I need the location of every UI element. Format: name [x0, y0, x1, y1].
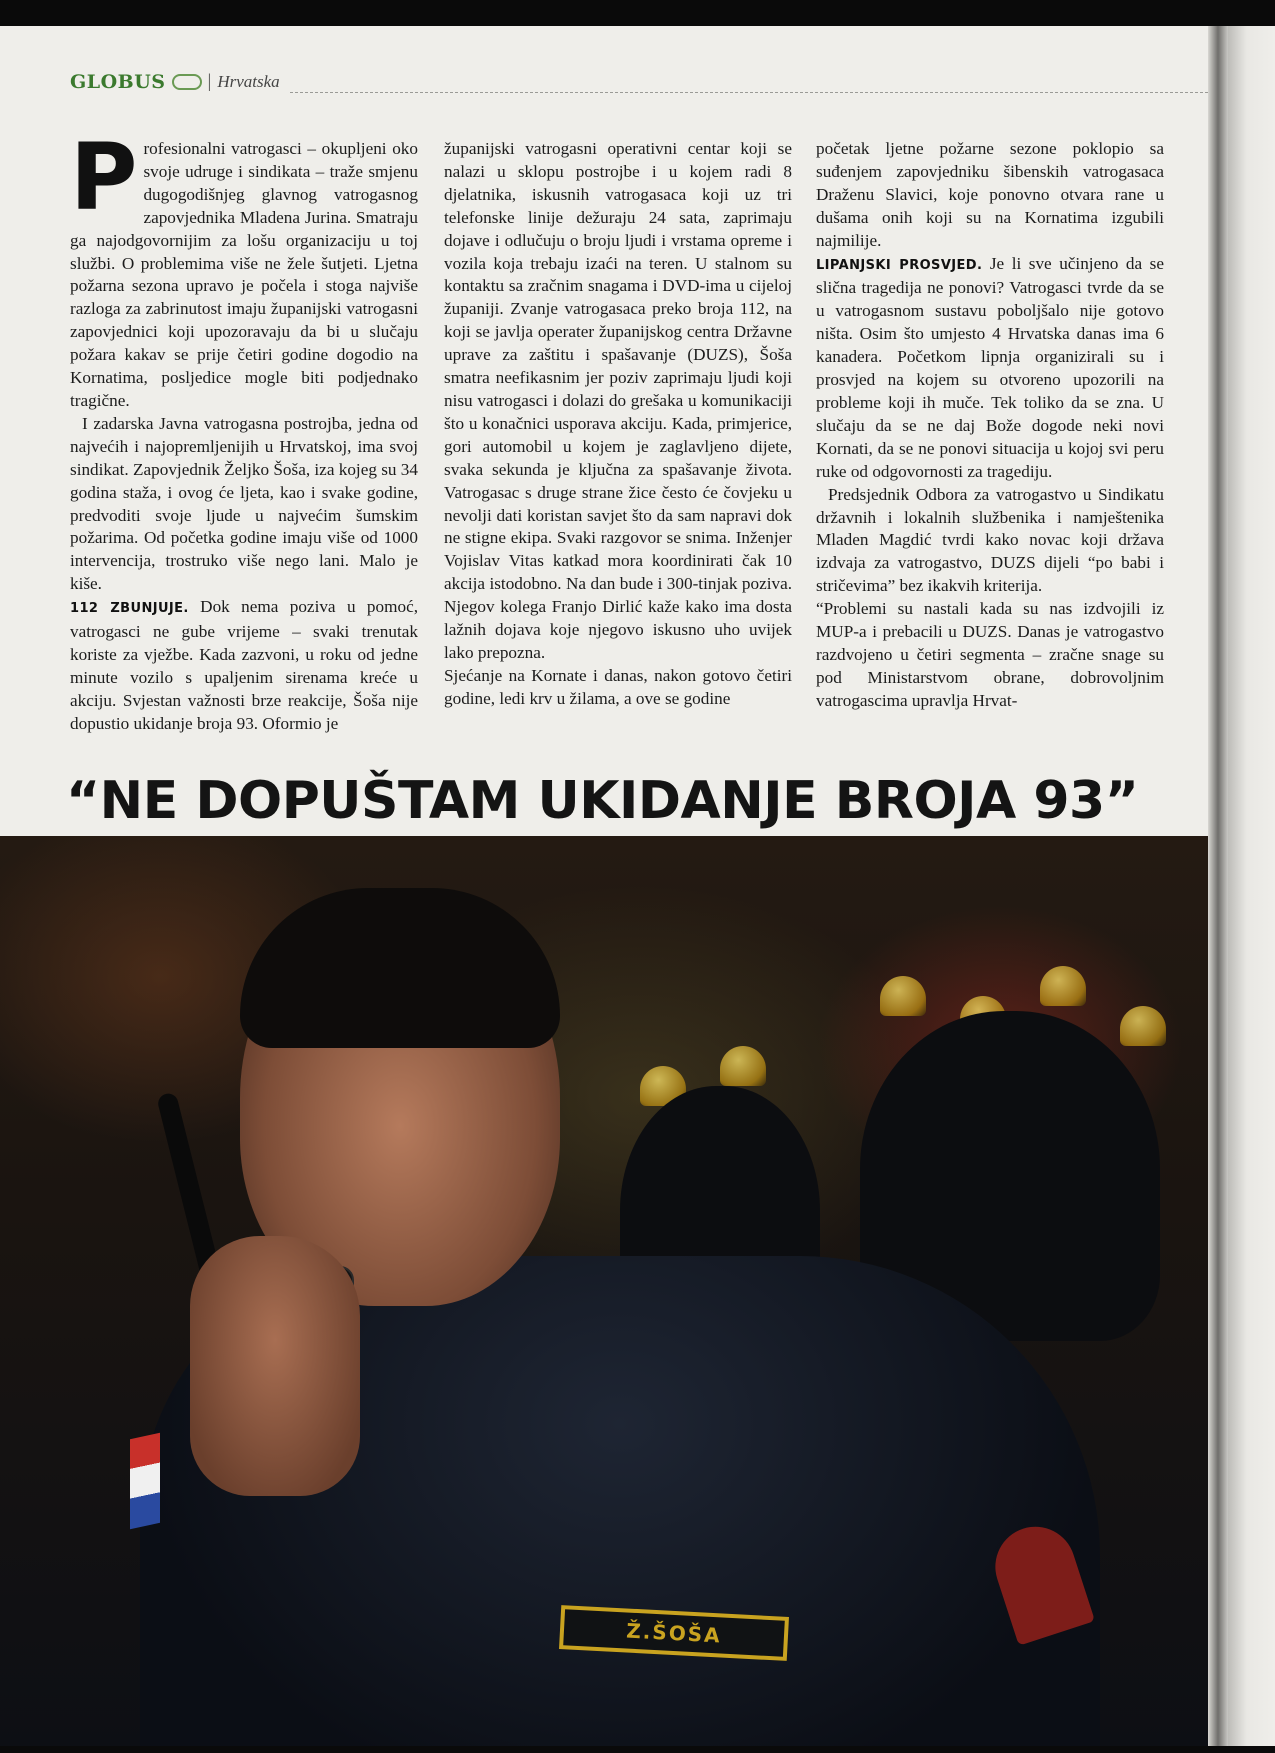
globe-emblem-icon: [172, 74, 202, 90]
paragraph-text: Je li sve učinjeno da se slična tragedija ne ponovi? Vatrogasci tvrde da se u vatrogasnom sustavu poboljšalo nije gotovo ništa. Osim što umjesto 4 Hrvatska danas ima 6 kanadera. Početkom lipnja organizirali su i prosvjed na kojem su otvoreno upozorili na probleme koji ih muče. Tek toliko da se zna. U slučaju da se ne daj Bože dogode neki novi Kornati, da se ne ponovi situacija u kojoj svi peru ruke od odgovornosti za tragediju.: [816, 253, 1164, 481]
headline: “NE DOPUŠTAM UKIDANJE BROJA 93”: [66, 771, 1139, 831]
next-page-edge: [1228, 26, 1275, 1746]
helmet-3: [1040, 966, 1086, 1006]
paragraph: I zadarska Javna vatrogasna postrojba, jedna od najvećih i najopremljenijih u Hrvatskoj, ima svoj sindikat. Zapovjednik Željko Šoša, iza kojeg su 34 godina staža, i ovog će ljeta, kao i svake godine, predvoditi svoje ljude u najvećim šumskim požarima. Od početka godine imaju više od 1000 intervencija, trostruko više nego lani. Malo je kiše.: [70, 413, 418, 594]
paragraph: [70, 124, 418, 413]
text-column-1: [70, 124, 418, 736]
hand: [190, 1236, 360, 1496]
paragraph: [816, 253, 1164, 484]
paragraph-text: Dok nema poziva u pomoć, vatrogasci ne gube vrijeme – svaki trenutak koriste za vježbe. Kada zazvoni, u roku od jedne minute vozilo s upaljenim sirenama kreće u akciju. Svjestan važnosti brze reakcije, Šoša nije dopustio ukidanje broja 93. Oformio je: [70, 597, 418, 733]
flag-patch: [130, 1433, 160, 1529]
name-tag: Ž.ŠOŠA: [559, 1605, 789, 1661]
helmet-1: [880, 976, 926, 1016]
firefighter-photo: [0, 836, 1208, 1746]
paragraph: Sjećanje na Kornate i danas, nakon gotovo četiri godine, ledi krv u žilama, a ove se godine: [444, 665, 792, 708]
helmet-5: [720, 1046, 766, 1086]
drop-cap: P: [70, 124, 138, 231]
paragraph: “Problemi su nastali kada su nas izdvojili iz MUP-a i prebacili u DUZS. Danas je vatrogastvo razdvojeno u četiri segmenta – zračne snage su pod Ministarstvom obrane, dobrovoljnim vatrogascima upravlja Hrvat-: [816, 599, 1164, 710]
subheading: LIPANJSKI PROSVJED.: [816, 257, 983, 273]
magazine-page: [0, 26, 1208, 1746]
header-separator: |: [207, 71, 212, 92]
text-column-3: [816, 138, 1164, 713]
helmet-4: [1120, 1006, 1166, 1046]
subheading: 112 ZBUNJUJE.: [70, 601, 189, 617]
paragraph: [70, 596, 418, 735]
hair: [240, 888, 560, 1048]
paragraph: Predsjednik Odbora za vatrogastvo u Sindikatu državnih i lokalnih službenika i namještenika Mladen Magdić tvrdi kako novac koji država izdvaja za vatrogastvo, DUZS dijeli “po babi i stričevima” bez ikakvih kriterija.: [816, 484, 1164, 596]
paragraph: početak ljetne požarne sezone poklopio sa suđenjem zapovjedniku šibenskih vatrogasaca Draženu Slavici, koje ponovno otvara rane u dušama onih koji su na Kornatima izgubili najmilije.: [816, 139, 1164, 250]
paragraph: županijski vatrogasni operativni centar koji se nalazi u sklopu postrojbe i u kojem radi 8 djelatnika, iskusnih vatrogasaca koji uz tri telefonske linije dežuraju 24 sata, zaprimaju dojave i odlučuju o broju ljudi i vrstama opreme i vozila koja trebaju izaći na teren. U stalnom su kontaktu sa zračnim snagama i DVD-ima u cijeloj županiji. Zvanje vatrogasaca preko broja 112, na koji se javlja operater županijskog centra Državne uprave za zaštitu i spašavanje (DUZS), Šoša smatra neefikasnim jer poziv zaprimaju ljudi koji nisu vatrogasci i dolazi do grešaka u komunikaciji što u konačnici usporava akciju. Kada, primjerice, gori automobil u kojem je zaglavljeno dijete, svaka sekunda je ključna za spašavanje života. Vatrogasac s druge strane žice često će čovjeku u nevolji dati koristan savjet što da sam napravi dok ne stigne ekipa. Svaki razgovor se snima. Inženjer Vojislav Vitas katkad mora koordinirati čak 10 akcija istodobno. Na dan bude i 300-tinjak poziva. Njegov kolega Franjo Dirlić kaže kako ima dosta lažnih dojava koje njegovo iskusno uho uvijek lako prepozna.: [444, 139, 792, 662]
paragraph-text: rofesionalni vatrogasci – okupljeni oko svoje udruge i sindikata – traže smjenu dugogodišnjeg glavnog vatrogasnog zapovjednika Mladena Jurina. Smatraju ga najodgovornijim za lošu organizaciju u toj službi. O problemima više ne žele šutjeti. Ljetna požarna sezona upravo je počela i stoga najviše razloga za zabrinutost imaju županijski vatrogasni zapovjednici koji upozoravaju da bi u slučaju požara kakav se prije četiri godine dogodio na Kornatima, posljedice mogle biti podjednako tragične.: [70, 139, 418, 410]
text-column-2: [444, 138, 792, 711]
running-header: [70, 66, 280, 98]
section-label: Hrvatska: [217, 72, 280, 91]
header-rule: [290, 92, 1208, 93]
globus-logo: GLOBUS: [70, 71, 166, 93]
page-gutter: [1208, 26, 1228, 1746]
